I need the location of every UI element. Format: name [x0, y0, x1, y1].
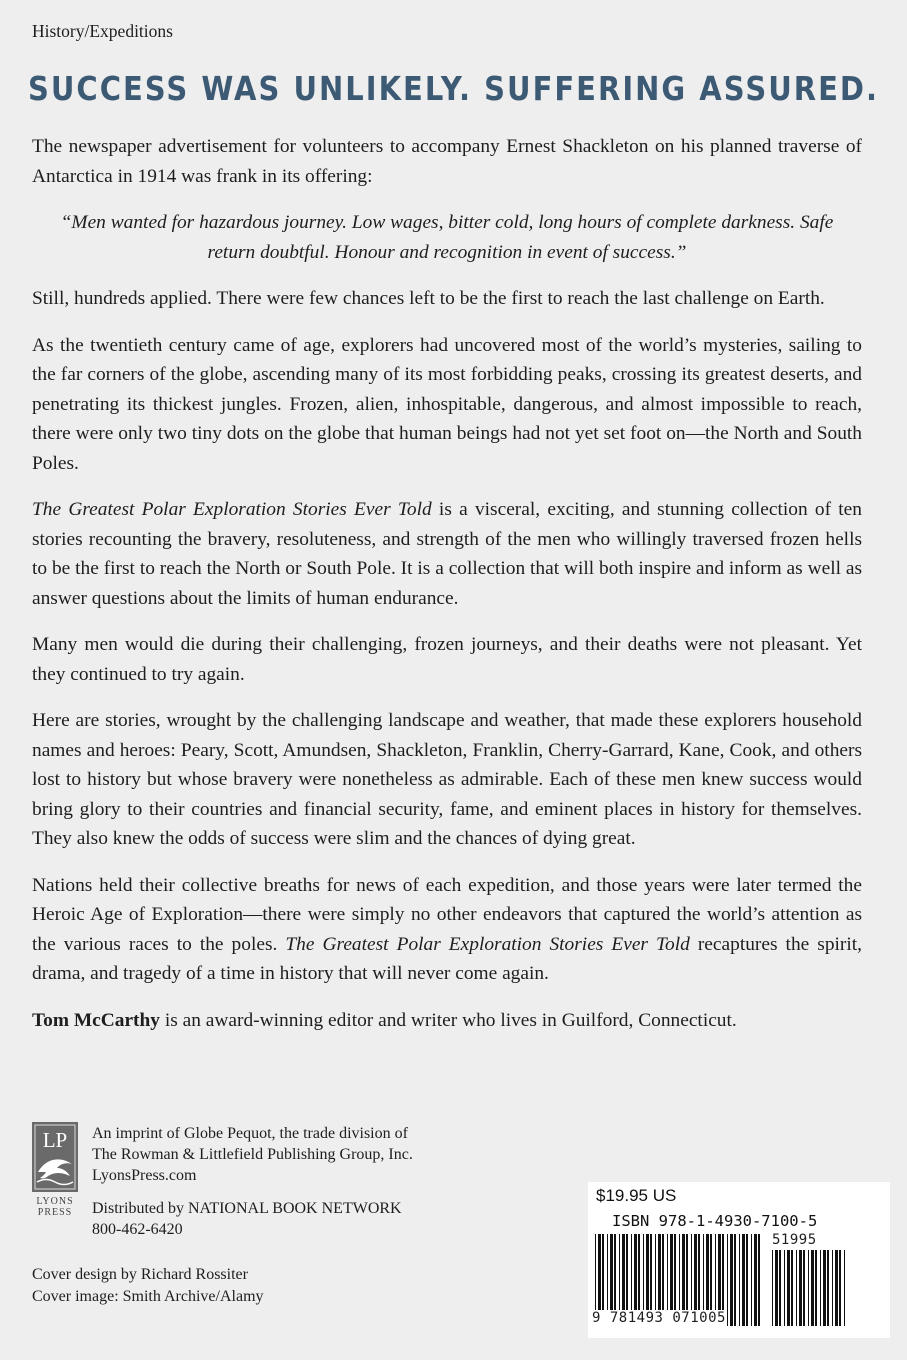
distributor-line: Distributed by NATIONAL BOOK NETWORK — [92, 1200, 402, 1217]
logo-line2: PRESS — [37, 1207, 73, 1216]
barcode-bar — [787, 1250, 790, 1326]
barcode-bar — [754, 1234, 757, 1326]
logo-line1: LYONS — [36, 1196, 74, 1207]
barcode-bar — [839, 1250, 841, 1326]
barcode-bar — [779, 1250, 781, 1326]
barcode-bar — [803, 1250, 805, 1326]
barcode-bar — [734, 1234, 736, 1326]
barcode-bar — [758, 1234, 760, 1326]
paragraph-text: recaptures the spirit, drama, and tragedy of a time in history that will never come again. — [32, 933, 862, 984]
cover-credits — [32, 1264, 264, 1308]
paragraph — [32, 871, 862, 989]
advertisement-quote: “Men wanted for hazardous journey. Low wages, bitter cold, long hours of complete darkness. Safe return doubtful. Honour and recognition in event of success.” — [60, 212, 834, 263]
barcode-bar — [811, 1250, 814, 1326]
barcode-bar — [730, 1234, 733, 1326]
barcode-bar — [772, 1250, 773, 1326]
publisher-info — [92, 1123, 413, 1240]
barcode-bar — [835, 1250, 838, 1326]
publisher-website: LyonsPress.com — [92, 1167, 197, 1184]
paragraph — [32, 495, 862, 613]
barcode-bar — [844, 1250, 845, 1326]
barcode-bar — [742, 1234, 745, 1326]
barcode-bar — [820, 1250, 821, 1326]
barcode-bar — [796, 1250, 797, 1326]
distributor-phone: 800-462-6420 — [92, 1221, 183, 1238]
barcode-bar — [791, 1250, 793, 1326]
cover-image-credit: Cover image: Smith Archive/Alamy — [32, 1288, 264, 1305]
publisher-line: The Rowman & Littlefield Publishing Group, Inc. — [92, 1146, 413, 1163]
paragraph: Still, hundreds applied. There were few chances left to be the first to reach the last challenge on Earth. — [32, 288, 825, 309]
paragraph-text: Nations held their collective breaths for news of each expedition, and those years were later termed the Heroic Age of Exploration—there were simply no other endeavors that captured the world’s attention as the various races to the poles. — [32, 874, 862, 955]
publisher-line: An imprint of Globe Pequot, the trade division of — [92, 1125, 408, 1142]
ean-digits: 9 781493 071005 — [592, 1310, 726, 1326]
barcode-bar — [784, 1250, 785, 1326]
book-title: The Greatest Polar Exploration Stories Ever Told — [32, 499, 432, 520]
paragraph: Many men would die during their challenging, frozen journeys, and their deaths were not pleasant. Yet they continued to try again. — [32, 634, 862, 685]
barcode-bar — [727, 1234, 728, 1326]
barcode-bar — [746, 1234, 748, 1326]
cover-design-credit: Cover design by Richard Rossiter — [32, 1266, 248, 1283]
paragraph: As the twentieth century came of age, explorers had uncovered most of the world’s mysteries, sailing to the far corners of the globe, ascending many of its most forbidding peaks, crossing its greatest deserts, and penetrating its thickest jungles. Frozen, alien, inhospitable, dangerous, and almost impossible to reach, there were only two tiny dots on the globe that human beings had not yet set foot on—the North and South Poles. — [32, 334, 862, 474]
author-name: Tom McCarthy — [32, 1009, 160, 1031]
author-bio-text: is an award-winning editor and writer who lives in Guilford, Connecticut. — [160, 1009, 737, 1031]
book-title: The Greatest Polar Exploration Stories Ever Told — [285, 933, 690, 955]
barcode-bar — [815, 1250, 817, 1326]
description-body — [32, 132, 862, 1052]
barcode-bar — [832, 1250, 833, 1326]
paragraph: Here are stories, wrought by the challenging landscape and weather, that made these explorers household names and heroes: Peary, Scott, Amundsen, Shackleton, Franklin, Cherry-Garrard, Kane, Cook, and others lost to history but whose bravery were nonetheless as admirable. Each of these men knew success would bring glory to their countries and financial security, fame, and eminent places in history for themselves. They also knew the odds of success were slim and the chances of dying great. — [32, 710, 862, 849]
headline: SUCCESS WAS UNLIKELY. SUFFERING ASSURED. — [28, 69, 879, 109]
barcode-bar — [827, 1250, 829, 1326]
barcode-bar — [739, 1234, 740, 1326]
barcode-bar — [823, 1250, 826, 1326]
isbn-label: ISBN 978-1-4930-7100-5 — [612, 1212, 818, 1230]
barcode-bar — [775, 1250, 778, 1326]
barcode-panel — [588, 1182, 890, 1338]
paragraph-text: is a visceral, exciting, and stunning collection of ten stories recounting the bravery, resoluteness, and strength of the men who willingly traversed frozen hells to be the first to reach the North or South Pole. It is a collection that will both inspire and inform as well as answer questions about the limits of human endurance. — [32, 499, 862, 609]
logo-letters: LP — [42, 1128, 68, 1152]
paragraph: The newspaper advertisement for volunteers to accompany Ernest Shackleton on his planned traverse of Antarctica in 1914 was frank in its offering: — [32, 136, 862, 187]
price-barcode — [771, 1250, 847, 1326]
category-label: History/Expeditions — [32, 21, 173, 41]
lyons-press-logo — [26, 1120, 84, 1216]
barcode-bar — [808, 1250, 809, 1326]
price-label: $19.95 US — [596, 1186, 677, 1205]
price-code: 51995 — [772, 1232, 817, 1248]
barcode-bar — [751, 1234, 752, 1326]
author-bio — [32, 1006, 862, 1036]
barcode-bar — [799, 1250, 802, 1326]
